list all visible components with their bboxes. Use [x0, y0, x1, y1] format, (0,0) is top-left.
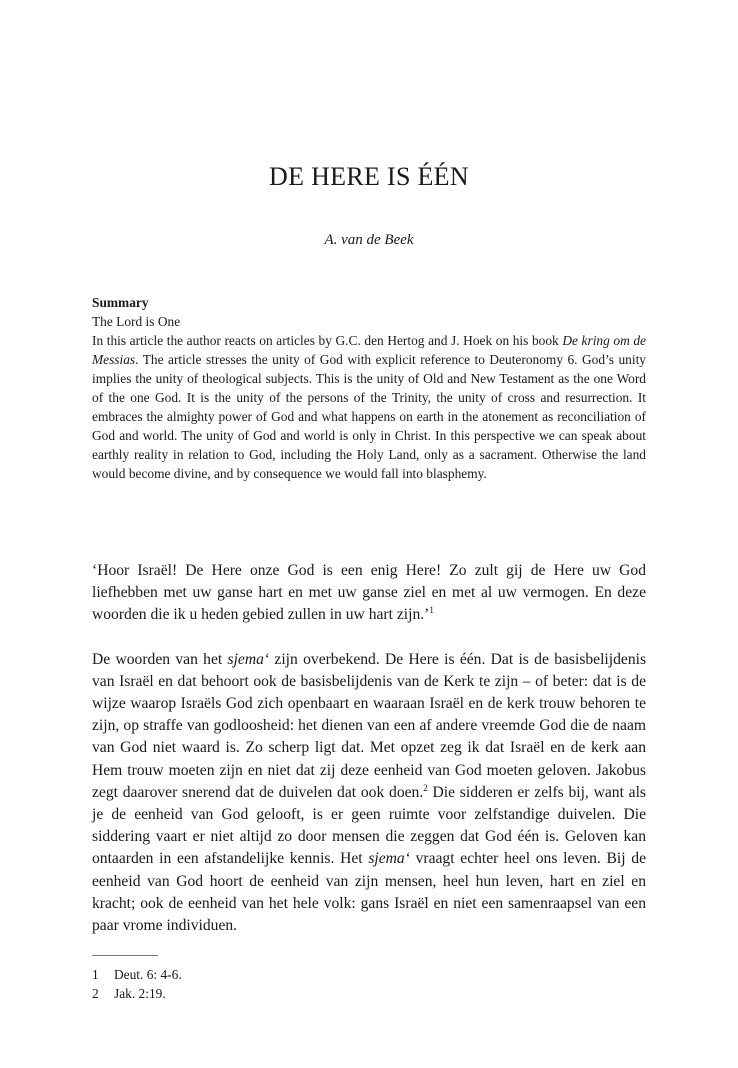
term-sjema-1: sjema‘ — [227, 650, 270, 668]
footnote-text: Deut. 6: 4-6. — [114, 967, 182, 982]
footnotes — [92, 965, 646, 1003]
footnote-2 — [92, 984, 646, 1003]
footnote-divider — [92, 955, 158, 956]
term-sjema-2: sjema‘ — [368, 850, 410, 868]
summary-subtitle: The Lord is One — [92, 314, 181, 329]
quote-paragraph — [92, 560, 646, 627]
body-text-part-4: vraagt echter heel ons leven. Bij de eenheid van God hoort de eenheid van zijn mensen, heel hun leven, hart en ziel en kracht; ook de eenheid van het hele volk: gans Israël en niet een samenraapsel van een paar vrome individuen. — [92, 850, 646, 935]
body-text-part-3: Die sidderen er zelfs bij, want als je de eenheid van God gelooft, is er geen ruimte voor zelfstandige duivelen. Die siddering vaart er niet altijd zo door mensen die zeggen dat God één is. Geloven kan ontaarden in een afstandelijke kennis. Het — [92, 783, 646, 868]
quote-text: ‘Hoor Israël! De Here onze God is een enig Here! Zo zult gij de Here uw God liefhebben met uw ganse hart en met uw ganse ziel en met al uw vermogen. En deze woorden die ik u heden gebied zullen in uw hart zijn.’ — [92, 562, 646, 624]
summary-text-part-2: . The article stresses the unity of God with explicit reference to Deuteronomy 6. God’s unity implies the unity of theological subjects. This is the unity of Old and New Testament as the one Word of the one God. It is the unity of the persons of the Trinity, the unity of cross and resurrection. It embraces the almighty power of God and what happens on earth in the atonement as reconciliation of God and world. The unity of God and world is only in Christ. In this perspective we can speak about earthly reality in relation to God, including the Holy Land, only as a sacrament. Otherwise the land would become divine, and by consequence we would fall into blasphemy. — [92, 352, 646, 481]
article-body — [92, 560, 646, 937]
footnote-number: 1 — [92, 967, 99, 982]
footnote-1 — [92, 965, 646, 984]
footnote-ref-1[interactable]: 1 — [429, 605, 434, 616]
summary-section — [92, 293, 646, 483]
author-name: A. van de Beek — [324, 232, 414, 248]
body-text-part-2: zijn overbekend. De Here is één. Dat is de basisbelijdenis van Israël en dat behoort ook de basisbelijdenis van de Kerk te zijn – of beter: dat is de wijze waarop Israëls God zich openbaart en waaraan Israël en de kerk trouw behoren te zijn, op straffe van godloosheid: het dienen van een af andere vreemde God die de naam van God niet waard is. Zo scherp ligt dat. Met opzet zeg ik dat Israël en de kerk aan Hem trouw moeten zijn en niet dat zij deze eenheid van God moeten geloven. Jakobus zegt daarover snerend dat de duivelen dat ook doen. — [92, 650, 647, 801]
summary-text-part-1: In this article the author reacts on articles by G.C. den Hertog and J. Hoek on his book — [92, 333, 563, 348]
summary-text — [92, 331, 646, 483]
footnote-text: Jak. 2:19. — [114, 986, 166, 1001]
footnote-ref-2[interactable]: 2 — [423, 782, 428, 793]
book-title: De kring om de Messias — [92, 333, 647, 367]
body-text-part-1: De woorden van het — [92, 650, 228, 668]
summary-heading: Summary — [92, 295, 149, 310]
body-paragraph — [92, 649, 646, 938]
article-title: DE HERE IS ÉÉN — [269, 162, 469, 191]
footnote-number: 2 — [92, 986, 99, 1001]
